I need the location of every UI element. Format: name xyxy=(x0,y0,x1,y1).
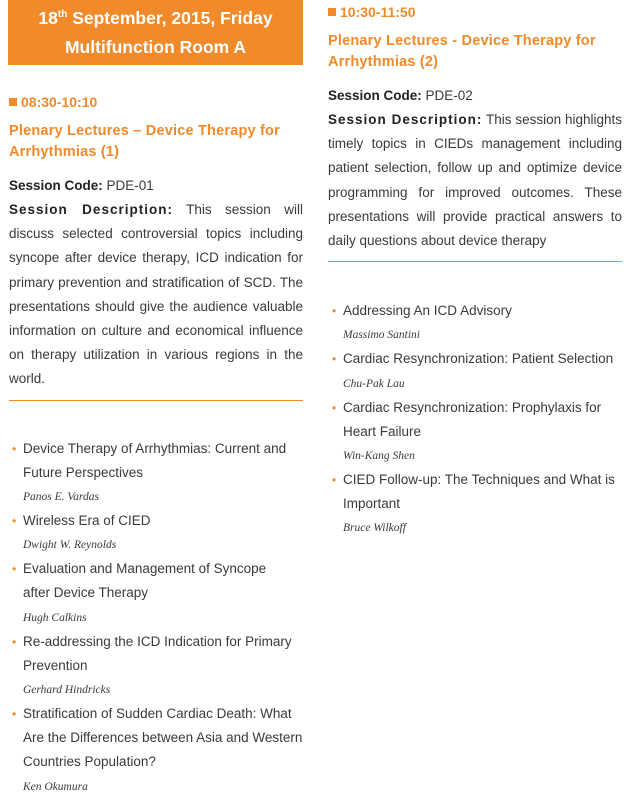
talk-item xyxy=(9,557,303,629)
day-suffix: th xyxy=(57,9,68,21)
bullet-icon: • xyxy=(12,441,17,456)
talk-speaker: Panos E. Vardas xyxy=(23,491,99,504)
talk-speaker: Bruce Wilkoff xyxy=(343,522,406,535)
session-title: Plenary Lectures – Device Therapy for Arrhythmias (1) xyxy=(9,123,280,160)
time-marker-icon xyxy=(328,8,336,16)
talk-title: Stratification of Sudden Cardiac Death: What Are the Differences between Asia and Western Countries Population? xyxy=(23,706,303,770)
talk-list xyxy=(328,299,622,540)
talk-title: Evaluation and Management of Syncope after Device Therapy xyxy=(23,561,267,601)
bullet-icon: • xyxy=(12,514,17,529)
talk-speaker: Win-Kang Shen xyxy=(343,450,415,463)
talk-speaker: Ken Okumura xyxy=(23,780,88,793)
session-time xyxy=(9,90,303,114)
time-label: 10:30-11:50 xyxy=(340,4,416,20)
talk-title: Device Therapy of Arrhythmias: Current and Future Perspectives xyxy=(23,440,287,480)
session-pde-01 xyxy=(9,90,303,799)
talk-speaker: Dwight W. Reynolds xyxy=(23,539,117,552)
session-code xyxy=(9,174,303,198)
talk-speaker: Gerhard Hindricks xyxy=(23,684,111,697)
day-number: 18 xyxy=(38,8,58,28)
talk-title: Re-addressing the ICD Indication for Primary Prevention xyxy=(23,633,292,673)
talk-speaker: Hugh Calkins xyxy=(23,611,87,624)
session-code-label: Session Code: xyxy=(9,178,103,193)
talk-title: Addressing An ICD Advisory xyxy=(343,303,512,319)
room-name: Multifunction Room A xyxy=(64,37,247,57)
talk-item xyxy=(329,299,622,347)
bullet-icon: • xyxy=(12,707,17,722)
session-description xyxy=(9,198,303,392)
session-pde-02 xyxy=(328,0,622,540)
session-description-text: This session will discuss selected controversial topics including syncope after device therapy, ICD indication for primary prevention and stratification of SCD. The presentations should give the audience valuable information on culture and economical influence on therapy utilization in various regions in the world. xyxy=(9,202,303,387)
bullet-icon: • xyxy=(332,352,337,367)
session-code xyxy=(328,84,622,108)
session-description xyxy=(328,108,622,253)
talk-title: Cardiac Resynchronization: Patient Selection xyxy=(343,351,614,367)
talk-title: Cardiac Resynchronization: Prophylaxis for Heart Failure xyxy=(343,399,602,439)
session-code-value: PDE-01 xyxy=(106,178,154,193)
talk-title: CIED Follow-up: The Techniques and What is Important xyxy=(343,472,615,512)
talk-item xyxy=(9,437,303,509)
bullet-icon: • xyxy=(12,634,17,649)
date-text: September, 2015, Friday xyxy=(67,8,273,28)
talk-list xyxy=(9,437,303,799)
divider xyxy=(328,261,622,262)
bullet-icon: • xyxy=(332,473,337,488)
talk-speaker: Massimo Santini xyxy=(343,329,420,342)
date-line xyxy=(8,4,303,33)
date-room-banner xyxy=(8,0,303,65)
session-title: Plenary Lectures - Device Therapy for Arrhythmias (2) xyxy=(328,33,596,70)
time-marker-icon xyxy=(9,98,17,106)
time-label: 08:30-10:10 xyxy=(21,94,98,110)
talk-speaker: Chu-Pak Lau xyxy=(343,377,405,390)
bullet-icon: • xyxy=(12,562,17,577)
session-description-label: Session Description: xyxy=(328,112,483,127)
talk-item xyxy=(329,347,622,395)
bullet-icon: • xyxy=(332,304,337,319)
talk-item xyxy=(9,702,303,799)
divider xyxy=(9,400,303,401)
talk-item xyxy=(9,509,303,557)
talk-item xyxy=(329,468,622,540)
session-description-text: This session highlights timely topics in CIEDs management including patient selection, follow up and optimize device programming for improved outcomes. These presentations will provide practical answers to daily questions about device therapy xyxy=(328,112,622,249)
bullet-icon: • xyxy=(332,400,337,415)
talk-title: Wireless Era of CIED xyxy=(23,513,151,529)
talk-item xyxy=(9,630,303,702)
session-description-label: Session Description: xyxy=(9,202,173,217)
session-time xyxy=(328,0,622,24)
session-code-label: Session Code: xyxy=(328,88,422,103)
session-code-value: PDE-02 xyxy=(425,88,473,103)
talk-item xyxy=(329,396,622,468)
